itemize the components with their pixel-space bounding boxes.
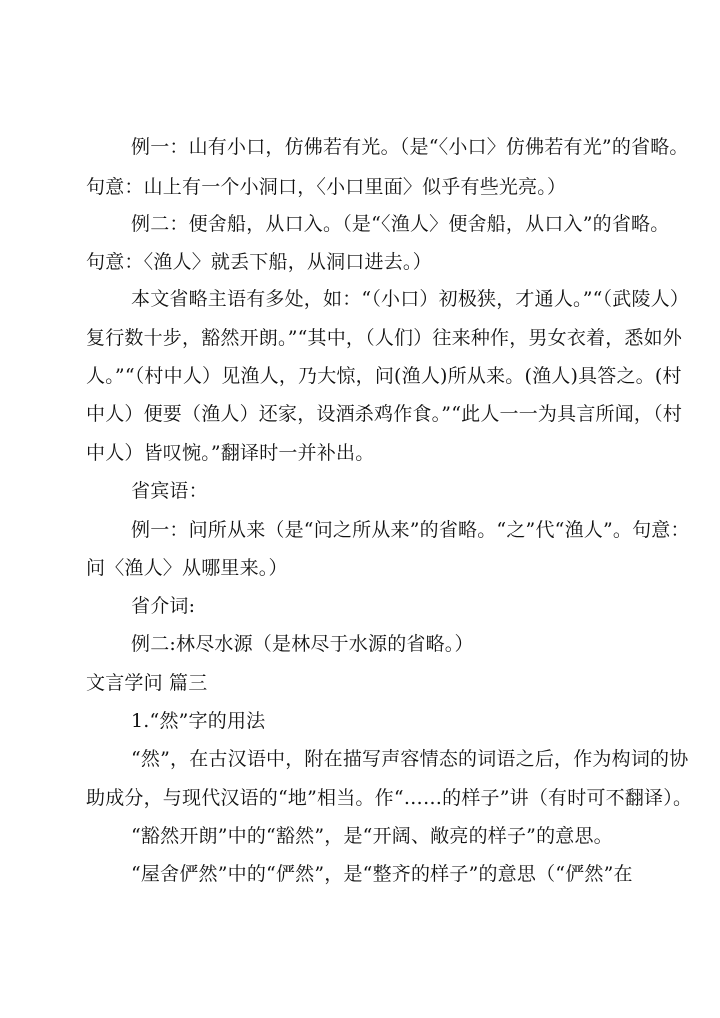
preposition-example-text: 例二:林尽水源（是林尽于水源的省略。） <box>131 633 474 655</box>
section-title: 文言学问 篇三 <box>86 672 208 694</box>
object-example-text: 例一：问所从来（是“问之所从来”的省略。“之”代“渔人”。句意： <box>131 519 690 541</box>
example-one-meaning: 句意：山上有一个小洞口，〈小口里面〉似乎有些光亮。） <box>86 176 567 198</box>
subject-omission-paragraph: 本文省略主语有多处，如：“（小口）初极狭，才通人。”“（武陵人） <box>131 288 690 310</box>
huoran-example: “豁然开朗”中的“豁然”，是“开阔、敞亮的样子”的意思。 <box>131 825 613 847</box>
example-two-text: 例二：便舍船，从口入。（是“〈渔人〉便舍船，从口入”的省略。 <box>131 213 670 235</box>
preposition-omission-heading: 省介词: <box>131 595 196 617</box>
paragraph-line: 中人）皆叹惋。”翻译时一并补出。 <box>86 442 375 464</box>
yanran-example: “屋舍俨然”中的“俨然”，是“整齐的样子”的意思（“俨然”在 <box>131 863 633 885</box>
object-omission-heading: 省宾语： <box>131 480 208 502</box>
paragraph-line: 助成分，与现代汉语的“地”相当。作“……的样子”讲（有时可不翻译）。 <box>86 787 693 809</box>
object-example-meaning: 问〈渔人〉从哪里来。） <box>86 557 288 579</box>
example-one-text: 例一：山有小口，仿佛若有光。（是“〈小口〉仿佛若有光”的省略。 <box>131 136 689 158</box>
paragraph-line: 人。”“（村中人）见渔人，乃大惊，问(渔人)所从来。(渔人)具答之。(村 <box>86 365 682 387</box>
paragraph-line: 复行数十步，豁然开朗。”“其中，（人们）往来种作，男女衣着，悉如外 <box>86 327 683 349</box>
example-two-meaning: 句意：〈渔人〉就丢下船，从洞口进去。） <box>86 251 432 273</box>
ran-usage-paragraph: “然”，在古汉语中，附在描写声容情态的词语之后，作为构词的协 <box>131 748 689 770</box>
paragraph-line: 中人）便要（渔人）还家，设酒杀鸡作食。”“此人一一为具言所闻，（村 <box>86 403 683 425</box>
section-subtitle: 1.“然”字的用法 <box>131 710 266 732</box>
